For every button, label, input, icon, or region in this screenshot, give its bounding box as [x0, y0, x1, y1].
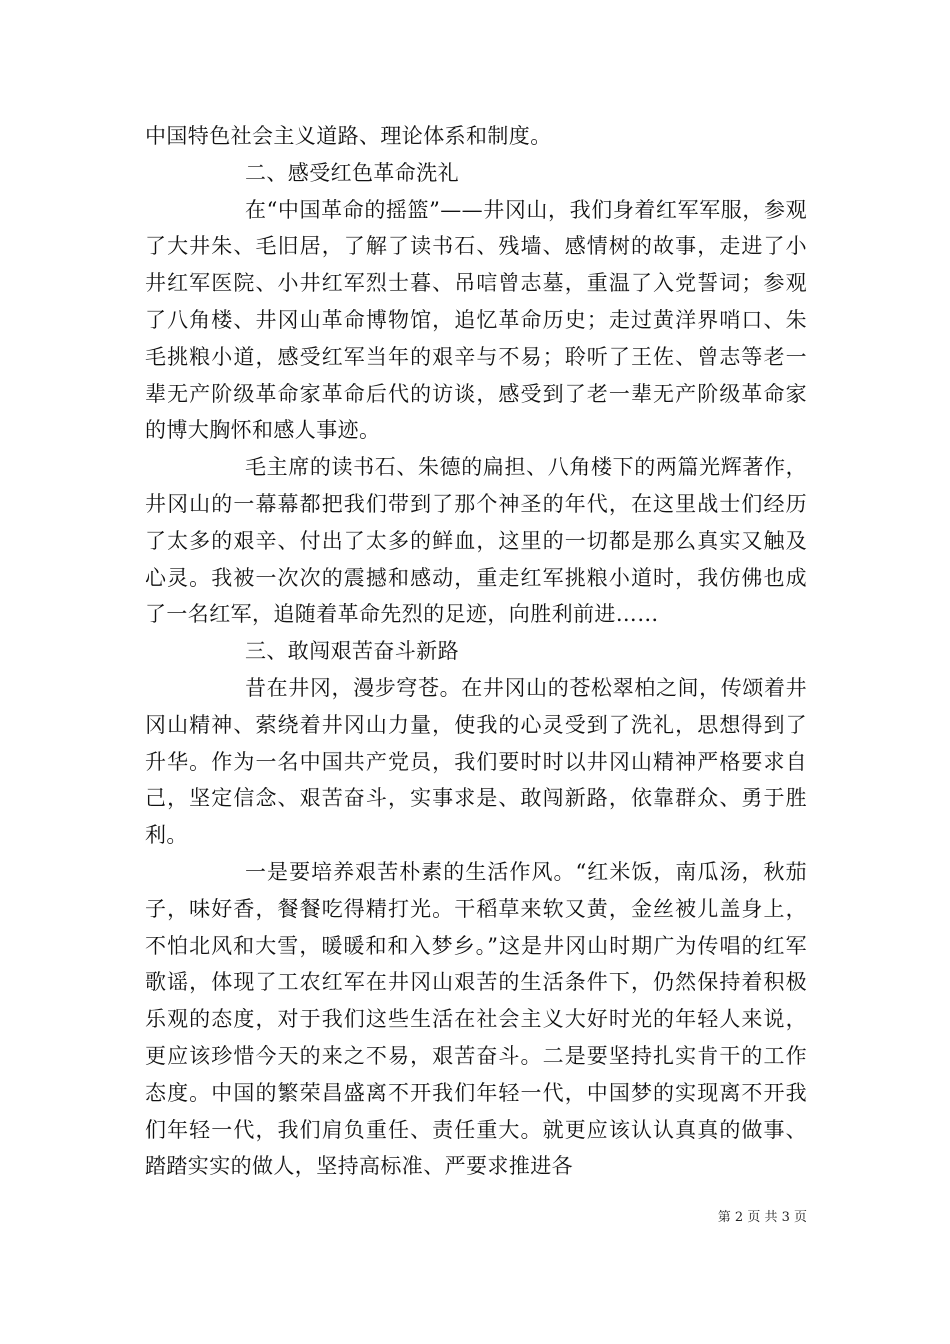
paragraph-reflection: 毛主席的读书石、朱德的扁担、八角楼下的两篇光辉著作，井冈山的一幕幕都把我们带到了那个神圣的年代，在这里战士们经历了太多的艰辛、付出了太多的鲜血，这里的一切都是那么真实又触及心灵。我被一次次的震撼和感动，重走红军挑粮小道时，我仿佛也成了一名红军，追随着革命先烈的足迹，向胜利前进…… [145, 455, 807, 627]
paragraph-continuation: 中国特色社会主义道路、理论体系和制度。 [145, 124, 552, 148]
section-heading-2: 二、感受红色革命洗礼 [245, 160, 459, 185]
page-number-footer: 第 2 页 共 3 页 [717, 1210, 807, 1225]
paragraph-jinggangshan-visit: 在“中国革命的摇篮”——井冈山，我们身着红军军服，参观了大井朱、毛旧居，了解了读书石、残墙、感情树的故事，走进了小井红军医院、小井红军烈士暮、吊唁曾志墓，重温了入党誓词；参观了八角楼、井冈山革命博物馆，追忆革命历史；走过黄洋界哨口、朱毛挑粮小道，感受红军当年的艰辛与不易；聆听了王佐、曾志等老一辈无产阶级革命家革命后代的访谈，感受到了老一辈无产阶级革命家的博大胸怀和感人事迹。 [145, 197, 807, 443]
document-body [145, 118, 807, 1185]
section-heading-3: 三、敢闯艰苦奋斗新路 [245, 639, 459, 664]
paragraph-requirements: 一是要培养艰苦朴素的生活作风。“红米饭，南瓜汤，秋茄子，味好香，餐餐吃得精打光。干稻草来软又黄，金丝被儿盖身上，不怕北风和大雪，暖暖和和入梦乡。”这是井冈山时期广为传唱的红军歌谣，体现了工农红军在井冈山艰苦的生活条件下，仍然保持着积极乐观的态度，对于我们这些生活在社会主义大好时光的年轻人来说，更应该珍惜今天的来之不易，艰苦奋斗。二是要坚持扎实肯干的工作态度。中国的繁荣昌盛离不开我们年轻一代，中国梦的实现离不开我们年轻一代，我们肩负重任、责任重大。就更应该认认真真的做事、踏踏实实的做人，坚持高标准、严要求推进各 [145, 859, 807, 1179]
paragraph-spirit: 昔在井冈，漫步穹苍。在井冈山的苍松翠柏之间，传颂着井冈山精神、萦绕着井冈山力量，使我的心灵受到了洗礼，思想得到了升华。作为一名中国共产党员，我们要时时以井冈山精神严格要求自己，坚定信念、艰苦奋斗，实事求是、敢闯新路，依靠群众、勇于胜利。 [145, 675, 807, 848]
